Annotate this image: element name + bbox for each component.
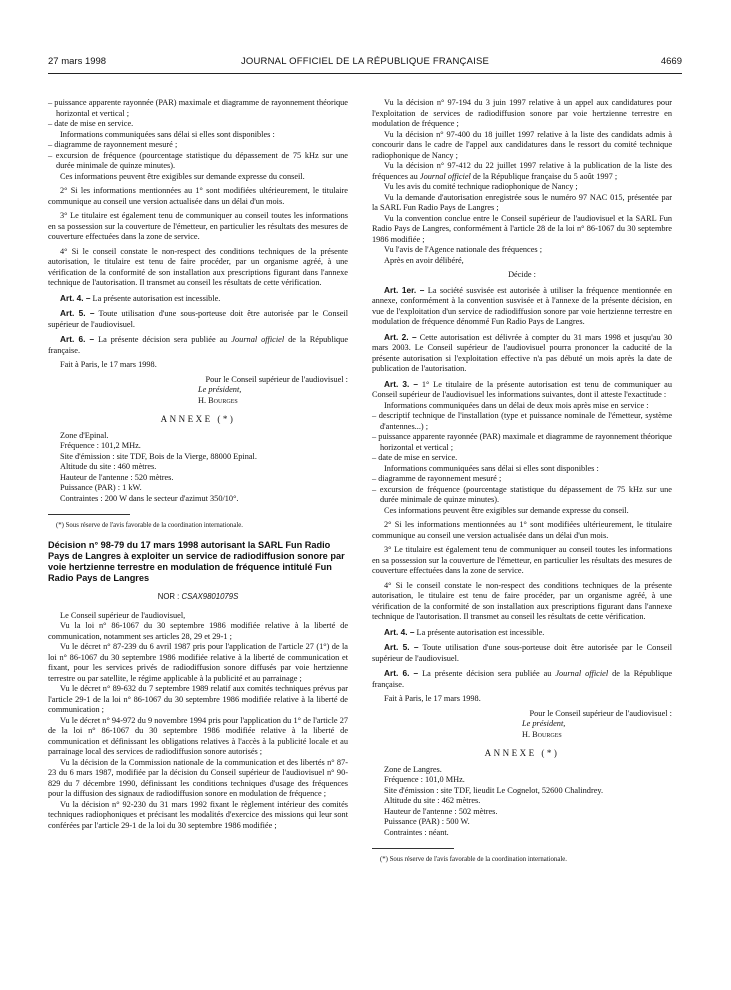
article-label: Art. 3. – (384, 378, 418, 389)
annexe-constraints: Contraintes : 200 W dans le secteur d'azimut 350/10°. (60, 493, 239, 503)
list-item: – date de mise en service. (372, 453, 458, 462)
signature-place-date: Fait à Paris, le 17 mars 1998. (384, 694, 481, 703)
annexe-frequency: Fréquence : 101,2 MHz. (60, 441, 141, 450)
article-text: La présente autorisation est incessible. (414, 627, 545, 637)
paragraph: 2° Si les informations mentionnées au 1° sont modifiées ultérieurement, le titulaire communique au conseil une version actualisée dans un délai d'un mois. (372, 520, 672, 540)
article-text: 1° Le titulaire de la présente autorisation est tenu de communiquer au Conseil supérieur de l'audiovisuel les informations suivantes, dont il atteste l'exactitude : (372, 379, 672, 399)
article-text: de la République française. (48, 335, 349, 355)
article-text: La présente autorisation est incessible. (90, 293, 221, 303)
visa: Vu la décision n° 92-230 du 31 mars 1992 fixant le règlement intérieur des comités techniques radiophoniques et précisant les modalités d'exercice des missions qui leur sont conférées par l'article 29-1 de la loi du 30 septembre 1986 modifiée ; (48, 799, 348, 830)
footnote: (*) Sous réserve de l'avis favorable de la coordination internationale. (56, 522, 243, 529)
article-label: Art. 6. – (384, 668, 419, 678)
annexe-zone: Zone d'Epinal. (60, 430, 109, 440)
visa: Vu la décision de la Commission nationale de la communication et des libertés n° 87-23 du 6 mars 1987, modifiée par la décision du Conseil supérieur de l'audiovisuel n° 90-829 du 7 décembre 1990, définissant les conditions techniques d'usage des fréquences pour la diffusion des signaux de radiodiffusion sonore en modulation de fréquence ; (48, 757, 348, 798)
visa: Vu l'avis de l'Agence nationale des fréquences ; (384, 245, 542, 254)
list-item: – puissance apparente rayonnée (PAR) maximale et diagramme de rayonnement théorique horizontal et vertical ; (372, 432, 672, 452)
decide-heading: Décide : (508, 270, 536, 279)
annexe-antenna-height: Hauteur de l'antenne : 502 mètres. (384, 806, 498, 816)
visa: Vu la convention conclue entre le Conseil supérieur de l'audiovisuel et la SARL Fun Radio Pays de Langres, conformément à l'article 28 de la loi n° 86-1067 du 30 septembre 1986 modifiée ; (372, 213, 672, 244)
header-rule (48, 73, 682, 74)
paragraph: Informations communiquées dans un délai de deux mois après mise en service : (384, 400, 649, 410)
article-label: Art. 1er. – (384, 284, 425, 295)
signature-name: H. Bourges (522, 729, 562, 739)
list-item: – excursion de fréquence (pourcentage statistique du dépassement de 75 kHz sur une durée minimale de quinze minutes). (48, 150, 348, 170)
article-text: Toute utilisation d'une sous-porteuse doit être autorisée par le Conseil supérieur de l'audiovisuel. (48, 309, 348, 329)
paragraph: 3° Le titulaire est également tenu de communiquer au conseil toutes les informations en sa possession sur la couverture de l'émetteur, en particulier les résultats des mesures de couverture effectuées dans la zone de service. (372, 545, 672, 575)
annexe-heading: ANNEXE (*) (484, 748, 560, 758)
annexe-zone: Zone de Langres. (384, 764, 442, 774)
annexe-power: Puissance (PAR) : 500 W. (384, 817, 470, 826)
article-5 (372, 642, 672, 664)
list-item: – puissance apparente rayonnée (PAR) maximale et diagramme de rayonnement théorique horizontal et vertical ; (48, 98, 348, 118)
annexe-altitude: Altitude du site : 462 mètres. (384, 796, 481, 805)
visa: Vu le décret n° 87-239 du 6 avril 1987 pris pour l'application de l'article 27 (1°) de la loi n° 86-1067 du 30 septembre 1986 modifiée relative à la liberté de communication et fixant, pour les services privés de radiodiffusion sonore diffusés par voie hertzienne terrestre ou par satellite, le régime applicable à la publicité et au parrainage ; (48, 642, 348, 683)
visa: Vu la décision n° 97-400 du 18 juillet 1997 relative à la liste des candidats admis à concourir dans le cadre de l'appel aux candidatures dans le ressort du comité technique radiophonique de Nancy ; (372, 129, 672, 160)
article-6 (372, 668, 672, 690)
paragraph: Le Conseil supérieur de l'audiovisuel, (60, 610, 186, 620)
signature-title: Le président, (198, 385, 242, 394)
visa: Vu les avis du comité technique radiophonique de Nancy ; (384, 182, 578, 191)
visa: Vu le décret n° 94-972 du 9 novembre 1994 pris pour l'application du 1° de l'article 27 de la loi n° 86-1067 du 30 septembre 1986 modifiée relative à la liberté de communication et définissant les obligations relatives à l'accès à la publicité locale et au parrainage local des services de radiodiffusion sonore autorisés ; (48, 715, 348, 756)
footnote-rule (372, 848, 454, 849)
annexe-power: Puissance (PAR) : 1 kW. (60, 483, 142, 492)
list-item: – excursion de fréquence (pourcentage statistique du dépassement de 75 kHz sur une durée minimale de quinze minutes). (372, 484, 672, 504)
article-1 (372, 285, 672, 328)
annexe-altitude: Altitude du site : 460 mètres. (60, 462, 157, 471)
nor-reference: NOR : CSAX9801079S (157, 592, 239, 601)
signature-for: Pour le Conseil supérieur de l'audiovisuel : (529, 708, 672, 718)
list-item: – diagramme de rayonnement mesuré ; (372, 474, 502, 483)
article-4 (48, 293, 348, 305)
visa: Vu le décret n° 89-632 du 7 septembre 1989 relatif aux comités techniques prévus par l'article 29-1 de la loi n° 86-1067 du 30 septembre 1986 modifiée relative à la liberté de communication ; (48, 684, 348, 714)
paragraph: Informations communiquées sans délai si elles sont disponibles : (60, 129, 275, 139)
article-2 (372, 332, 672, 375)
visa: Vu la demande d'autorisation enregistrée sous le numéro 97 NAC 015, présentée par la SARL Fun Radio Pays de Langres ; (372, 192, 672, 212)
article-text: Toute utilisation d'une sous-porteuse doit être autorisée par le Conseil supérieur de l'audiovisuel. (372, 643, 672, 663)
article-text: Cette autorisation est délivrée à compter du 31 mars 1998 et jusqu'au 30 mars 2003. Le Conseil supérieur de l'audiovisuel pourra prononcer la caducité de la présente autorisation si l'exploitation effective n'a pas débuté un mois après la date de publication de l'autorisation. (372, 332, 672, 373)
article-4 (372, 627, 672, 639)
visa: Vu la décision n° 97-194 du 3 juin 1997 relative à un appel aux candidatures pour l'exploitation de services de radiodiffusion sonore par voie hertzienne terrestre en modulation de fréquence ; (372, 98, 672, 128)
list-item: – diagramme de rayonnement mesuré ; (48, 140, 178, 149)
signature-for: Pour le Conseil supérieur de l'audiovisuel : (205, 374, 348, 384)
journal-officiel-ref: Journal officiel (419, 171, 471, 181)
publication-date: 27 mars 1998 (48, 56, 107, 67)
paragraph: Ces informations peuvent être exigibles sur demande expresse du conseil. (384, 505, 629, 515)
article-5 (48, 308, 348, 330)
annexe-site: Site d'émission : site TDF, Bois de la Vierge, 88000 Epinal. (60, 451, 257, 461)
journal-officiel-ref: Journal officiel (231, 335, 285, 344)
footnote: (*) Sous réserve de l'avis favorable de la coordination internationale. (380, 856, 567, 863)
paragraph: 2° Si les informations mentionnées au 1° sont modifiées ultérieurement, le titulaire communique au conseil une version actualisée dans un délai d'un mois. (48, 186, 348, 206)
page-header (48, 56, 682, 70)
journal-title: JOURNAL OFFICIEL DE LA RÉPUBLIQUE FRANÇAISE (240, 56, 490, 67)
visa: Vu la décision n° 97-412 du 22 juillet 1997 relative à la publication de la liste des fréquences au Journal officiel de la République française du 5 août 1997 ; (372, 161, 672, 181)
footnote-rule (48, 514, 130, 515)
article-6 (48, 334, 348, 356)
paragraph: Informations communiquées sans délai si elles sont disponibles : (384, 463, 599, 473)
decision-title: Décision n° 98-79 du 17 mars 1998 autorisant la SARL Fun Radio Pays de Langres à exploiter un service de radiodiffusion sonore par voie hertzienne terrestre en modulation de fréquence intitulé Fun Radio Pays de Langres (48, 540, 345, 583)
article-label: Art. 2. – (384, 331, 417, 342)
annexe-antenna-height: Hauteur de l'antenne : 520 mètres. (60, 472, 174, 482)
left-column (48, 98, 348, 831)
article-label: Art. 4. – (60, 292, 91, 303)
right-column (372, 98, 672, 864)
annexe-site: Site d'émission : site TDF, lieudit Le Cognelot, 52600 Chalindrey. (384, 785, 604, 795)
signature-title: Le président, (522, 719, 566, 728)
article-label: Art. 5. – (384, 642, 419, 652)
list-item: – date de mise en service. (48, 119, 134, 128)
paragraph: 3° Le titulaire est également tenu de communiquer au conseil toutes les informations en sa possession sur la couverture de l'émetteur, en particulier les résultats des mesures de couverture effectuées dans la zone de service. (48, 211, 348, 241)
article-3 (372, 379, 672, 401)
paragraph: Ces informations peuvent être exigibles sur demande expresse du conseil. (60, 171, 305, 181)
article-text: de la République française. (372, 669, 673, 689)
journal-officiel-ref: Journal officiel (555, 669, 609, 678)
signature-name: H. Bourges (198, 395, 238, 405)
list-item: – descriptif technique de l'installation (type et puissance nominale de l'émetteur, système d'antennes...) ; (372, 411, 672, 431)
article-text: La société susvisée est autorisée à utiliser la fréquence mentionnée en annexe, conformément à la convention susvisée et à l'annexe de la présente décision, en vue de l'exploitation d'un service de radiodiffusion sonore par voie hertzienne terrestre en modulation de fréquence dénommé Fun Radio Pays de Langres. (372, 285, 672, 326)
annexe-frequency: Fréquence : 101,0 MHz. (384, 775, 465, 784)
article-label: Art. 4. – (384, 626, 415, 637)
page-number: 4669 (660, 56, 682, 67)
annexe-heading: ANNEXE (*) (160, 414, 236, 424)
article-label: Art. 6. – (60, 334, 95, 344)
paragraph: 4° Si le conseil constate le non-respect des conditions techniques de la présente autorisation, le titulaire est tenu de faire procéder, par un organisme agréé, à une vérification de la conformité de son installation aux prescriptions figurant dans l'annexe technique de l'autorisation. Il transmet au conseil les résultats de cette vérification. (48, 246, 348, 287)
signature-place-date: Fait à Paris, le 17 mars 1998. (60, 360, 157, 369)
article-text: La présente décision sera publiée au (94, 335, 232, 344)
visa: Après en avoir délibéré, (384, 255, 464, 265)
article-text: La présente décision sera publiée au (418, 669, 556, 678)
paragraph: 4° Si le conseil constate le non-respect des conditions techniques de la présente autorisation, le titulaire est tenu de faire procéder, par un organisme agréé, à une vérification de la conformité de son installation aux prescriptions figurant dans l'annexe technique de l'autorisation. Il transmet au conseil les résultats de cette vérification. (372, 580, 672, 621)
annexe-constraints: Contraintes : néant. (384, 827, 449, 837)
article-label: Art. 5. – (60, 308, 95, 318)
visa: Vu la loi n° 86-1067 du 30 septembre 1986 modifiée relative à la liberté de communication, notamment ses articles 28, 29 et 29-1 ; (48, 621, 348, 641)
